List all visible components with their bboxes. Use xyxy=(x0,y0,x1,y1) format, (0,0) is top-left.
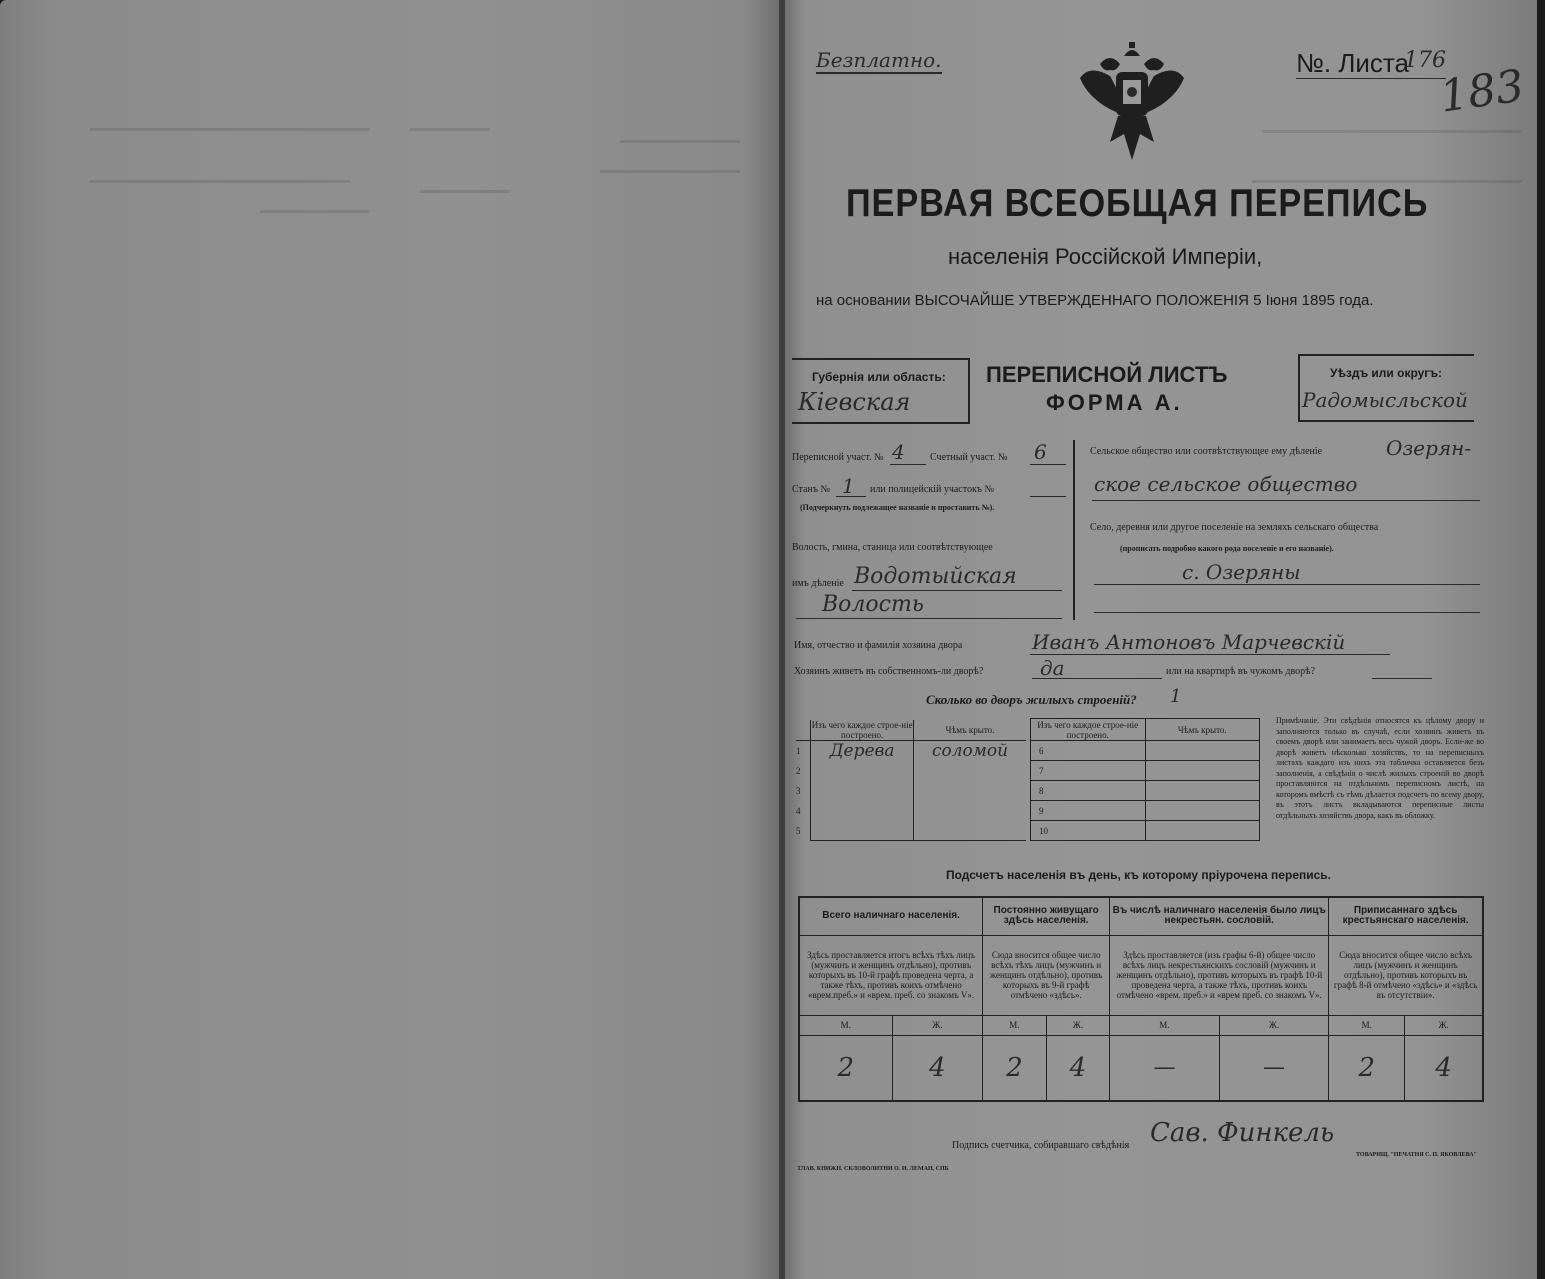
row-number: 8 xyxy=(1031,781,1146,801)
owner-name-label: Имя, отчество и фамилія хозяина двора xyxy=(794,640,963,651)
row-5-material xyxy=(811,821,914,841)
village-line-2 xyxy=(1094,612,1480,613)
own-yard-line xyxy=(1032,678,1162,679)
row-number: 7 xyxy=(1031,761,1146,781)
volost-value-2: Волость xyxy=(822,592,924,617)
printer-right: ТОВАРИЩ. "ПЕЧАТНЯ С. П. ЯКОВЛЕВА" xyxy=(1356,1152,1477,1158)
bleed-through-line xyxy=(260,210,370,213)
volost-line-2 xyxy=(796,618,1062,619)
col-peasant-desc: Сюда вносится общее число всѣхъ лицъ (мужчинъ и женщинъ отдѣльно), противъ которыхъ въ графѣ 8-й отмѣчено «здѣсь» и «здѣсь въ отсутствіи». xyxy=(1329,935,1483,1015)
stan-line xyxy=(836,496,866,497)
counting-section-label: Счетный участ. № xyxy=(930,452,1008,463)
counting-section-value: 6 xyxy=(1034,440,1047,464)
female-label: Ж. xyxy=(1046,1015,1109,1035)
province-value: Кіевская xyxy=(798,388,911,416)
col-material-header: Изъ чего каждое строе-ніе построено. xyxy=(811,720,913,740)
sheet-label: №. Листа xyxy=(1296,48,1410,78)
form-type: ФОРМА А. xyxy=(1046,390,1183,415)
row-3-material xyxy=(811,781,914,801)
society-label: Сельское общество или соотвѣтствующее ему дѣленіе xyxy=(1090,446,1323,457)
own-yard-value: да xyxy=(1040,656,1065,680)
row-1-material: Дерева xyxy=(811,741,914,761)
village-note: (прописать подробно какого рода поселеніе и его названіе). xyxy=(1120,544,1334,553)
male-label: М. xyxy=(799,1015,892,1035)
police-line xyxy=(1030,496,1066,497)
police-label: или полицейскій участокъ № xyxy=(870,484,995,495)
population-title: Подсчетъ населенія въ день, къ которому пріурочена перепись. xyxy=(946,868,1331,882)
rent-label: или на квартирѣ въ чужомъ дворѣ? xyxy=(1166,666,1316,677)
col-nonpeasant-desc: Здѣсь проставляется (изъ графы 6-й) общее число всѣхъ лицъ некрестьянскихъ сословій (мужчинъ и женщинъ отдѣльно), противъ которыхъ въ графѣ 10-й проведена черта, а также тѣхъ, противъ коихъ отмѣчено «врем. преб.» и «врем преб. со знакомъ V». xyxy=(1110,935,1329,1015)
sheet-number: 176 xyxy=(1404,48,1446,73)
page-subtitle: населенія Россійской Имперіи, xyxy=(948,244,1263,269)
present-male-value: 2 xyxy=(799,1035,892,1101)
buildings-note: Примѣчаніе. Эти свѣдѣнія относятся къ цѣлому двору и заполняются только въ случаѣ, если хозяинъ живетъ въ своемъ дворѣ или занимаетъ весь чужой дворъ. Если-же во дворѣ живетъ нѣсколько хозяйствъ, то на переписныхъ листахъ каждаго изъ нихъ эта табличка оставляется безъ заполненія, а свѣдѣнія о числѣ жилыхъ строеній во дворѣ проставляются на отдѣльномъ переписномъ листѣ, на которомъ вмѣстѣ съ тѣмъ дѣлается подсчетъ по всему двору, въ этотъ листъ вкладываются переписные листы отдѣльныхъ хозяйствъ двора, какъ въ обложку. xyxy=(1276,716,1484,820)
row-number: 4 xyxy=(796,805,801,816)
row-number: 2 xyxy=(796,765,801,776)
volost-label-1: Волость, гмина, станица или соотвѣтствующее xyxy=(792,542,993,553)
column-divider xyxy=(1073,440,1075,620)
district-label: Уѣздъ или округъ: xyxy=(1330,366,1443,380)
page-title: ПЕРВАЯ ВСЕОБЩАЯ ПЕРЕПИСЬ xyxy=(846,182,1429,225)
row-number: 1 xyxy=(796,745,801,756)
bleed-through-line xyxy=(600,170,740,173)
row-4-material xyxy=(811,801,914,821)
population-table xyxy=(798,896,1484,1102)
bleed-through-line xyxy=(420,190,510,193)
society-value-1: Озерян- xyxy=(1386,436,1472,460)
row-number: 3 xyxy=(796,785,801,796)
col-resident-desc: Сюда вносится общее число всѣхъ тѣхъ лицъ (мужчинъ и женщинъ отдѣльно), противъ которыхъ въ 9-й графѣ отмѣчено «здѣсь». xyxy=(983,935,1110,1015)
owner-name-line xyxy=(1030,654,1390,655)
bleed-through-line xyxy=(90,180,350,183)
district-value: Радомысльской xyxy=(1302,388,1468,412)
bleed-through-line xyxy=(1262,130,1522,133)
nonpeasant-male-value: — xyxy=(1110,1035,1220,1101)
col-present-desc: Здѣсь проставляется итогъ всѣхъ тѣхъ лицъ (мужчинъ и женщинъ отдѣльно), противъ которыхъ въ 10-й графѣ проведена черта, а также тѣхъ, противъ коихъ отмѣчено «врем.преб.» и «врем. преб. со знакомъ V». xyxy=(799,935,983,1015)
col-roof-header: Чѣмъ крыто. xyxy=(914,720,1026,741)
signature-value: Сав. Финкель xyxy=(1150,1118,1335,1148)
sheet-underline xyxy=(1296,78,1446,79)
col-peasant-header: Приписаннаго здѣсь крестьянскаго населенія. xyxy=(1329,897,1483,935)
col-resident-header: Постоянно живущаго здѣсь населенія. xyxy=(983,897,1110,935)
counting-section-line xyxy=(1030,464,1066,465)
female-label: Ж. xyxy=(1219,1015,1329,1035)
own-yard-label: Хозяинъ живетъ въ собственномъ-ли дворѣ? xyxy=(794,666,984,677)
census-section-line xyxy=(890,464,926,465)
row-number: 10 xyxy=(1031,821,1146,841)
stan-label: Станъ № xyxy=(792,484,831,495)
resident-male-value: 2 xyxy=(983,1035,1046,1101)
bleed-through-line xyxy=(90,128,370,131)
society-value-2: ское сельское общество xyxy=(1094,472,1358,496)
census-section-label: Переписной участ. № xyxy=(792,452,884,463)
society-line xyxy=(1092,500,1480,501)
row-number: 6 xyxy=(1031,741,1146,761)
male-label: М. xyxy=(1110,1015,1220,1035)
row-3-roof xyxy=(914,781,1026,801)
col-material-header-2: Изъ чего каждое строе-ніе построено. xyxy=(1031,719,1146,741)
bleed-through-line xyxy=(620,140,740,143)
peasant-female-value: 4 xyxy=(1405,1035,1483,1101)
village-value: с. Озеряны xyxy=(1182,560,1301,584)
female-label: Ж. xyxy=(1405,1015,1483,1035)
col-present-header: Всего наличнаго населенія. xyxy=(799,897,983,935)
book-spine xyxy=(779,0,785,1279)
owner-name-value: Иванъ Антоновъ Марчевскій xyxy=(1032,630,1346,654)
buildings-table-left xyxy=(796,720,1026,841)
male-label: М. xyxy=(983,1015,1046,1035)
volost-line-1 xyxy=(852,590,1062,591)
village-line-1 xyxy=(1094,584,1480,585)
village-label: Село, деревня или другое поселеніе на земляхъ сельскаго общества xyxy=(1090,522,1379,533)
row-4-roof xyxy=(914,801,1026,821)
female-label: Ж. xyxy=(892,1015,983,1035)
row-number: 9 xyxy=(1031,801,1146,821)
col-roof-header-2: Чѣмъ крыто. xyxy=(1145,719,1260,741)
row-number: 5 xyxy=(796,825,801,836)
nonpeasant-female-value: — xyxy=(1219,1035,1329,1101)
imperial-eagle-emblem xyxy=(1080,42,1184,164)
bleed-through-line xyxy=(410,128,490,131)
row-2-material xyxy=(811,761,914,781)
volost-value-1: Водотыйская xyxy=(854,564,1017,589)
peasant-male-value: 2 xyxy=(1329,1035,1405,1101)
row-5-roof xyxy=(914,821,1026,841)
underline-note: (Подчеркнуть подлежащее названіе и проставить №). xyxy=(800,503,995,512)
rent-line xyxy=(1372,678,1432,679)
present-female-value: 4 xyxy=(892,1035,983,1101)
census-section-value: 4 xyxy=(892,440,905,464)
buildings-value: 1 xyxy=(1170,686,1182,707)
archive-number: 183 xyxy=(1436,60,1528,123)
free-label-underline xyxy=(816,72,942,74)
male-label: М. xyxy=(1329,1015,1405,1035)
col-nonpeasant-header: Въ числѣ наличнаго населенія было лицъ некрестьян. сословій. xyxy=(1110,897,1329,935)
stan-value: 1 xyxy=(842,474,855,498)
buildings-label: Сколько во дворъ жилыхъ строеній? xyxy=(926,692,1137,707)
form-title: ПЕРЕПИСНОЙ ЛИСТЪ xyxy=(986,362,1228,387)
volost-label-2: имъ дѣленіе xyxy=(792,578,844,589)
resident-female-value: 4 xyxy=(1046,1035,1109,1101)
basis-text: на основании ВЫСОЧАЙШЕ УТВЕРЖДЕННАГО ПОЛОЖЕНІЯ 5 Іюня 1895 года. xyxy=(816,292,1374,309)
free-label: Безплатно. xyxy=(816,48,942,72)
province-label: Губернія или область: xyxy=(812,370,946,384)
signature-label: Подпись счетчика, собиравшаго свѣдѣнія xyxy=(952,1140,1130,1151)
printer-left: ГЛАВ. КНИЖН. СКЛОВОЛИТНИ О. И. ЛЕМАН, СПБ xyxy=(798,1166,949,1172)
buildings-table-right xyxy=(1030,718,1260,841)
row-2-roof xyxy=(914,761,1026,781)
row-1-roof: соломой xyxy=(931,740,1009,761)
